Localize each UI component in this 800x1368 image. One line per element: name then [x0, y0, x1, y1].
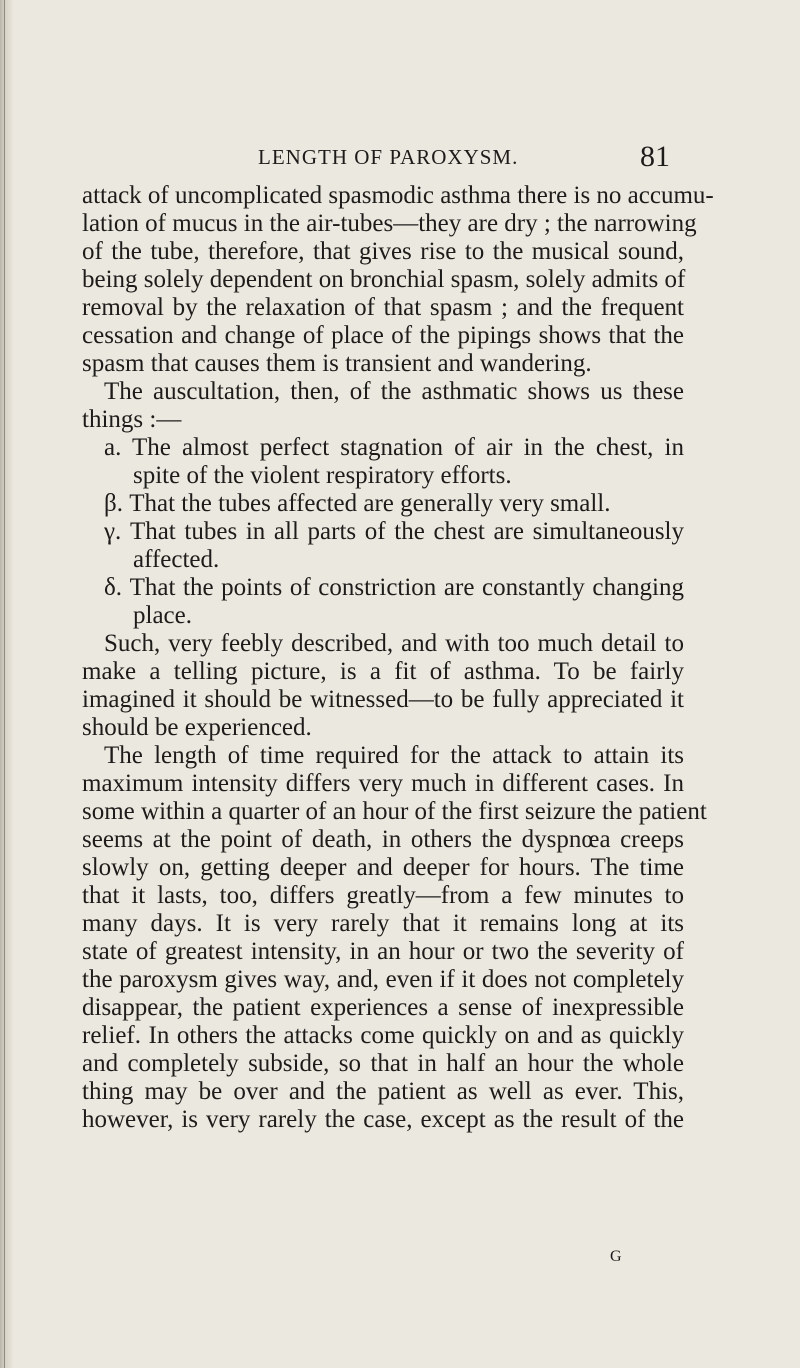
- page-number: 81: [640, 140, 670, 173]
- text-line: spasm that causes them is transient and wandering.: [82, 350, 592, 377]
- running-head: LENGTH OF PAROXYSM.: [258, 145, 519, 169]
- binding-edge: [4, 0, 5, 1368]
- list-item-delta: δ. That the points of constriction are constantly changing: [104, 574, 684, 601]
- text-line: slowly on, getting deeper and deeper for hours. The time: [82, 854, 684, 881]
- text-line: cessation and change of place of the pipings shows that the: [82, 322, 684, 349]
- text-line: seems at the point of death, in others the dyspnœa creeps: [82, 826, 684, 853]
- text-line: attack of uncomplicated spasmodic asthma there is no accumu-: [82, 182, 714, 209]
- page-gutter-shadow: [0, 0, 14, 1368]
- text-line: and completely subside, so that in half an hour the whole: [82, 1050, 684, 1077]
- text-line: the paroxysm gives way, and, even if it does not completely: [82, 966, 684, 993]
- text-line: affected.: [133, 546, 220, 573]
- text-line: some within a quarter of an hour of the first seizure the patient: [82, 798, 707, 825]
- list-item-gamma: γ. That tubes in all parts of the chest are simultaneously: [104, 518, 684, 545]
- text-line: state of greatest intensity, in an hour or two the severity of: [82, 938, 684, 965]
- text-line: The length of time required for the attack to attain its: [104, 742, 684, 769]
- text-line: The auscultation, then, of the asthmatic shows us these: [104, 378, 684, 405]
- signature-mark: G: [610, 1248, 622, 1265]
- text-line: imagined it should be witnessed—to be fully appreciated it: [82, 686, 684, 713]
- text-line: removal by the relaxation of that spasm ; and the frequent: [82, 294, 684, 321]
- text-line: many days. It is very rarely that it remains long at its: [82, 910, 684, 937]
- text-line: things :—: [82, 406, 182, 433]
- text-line: lation of mucus in the air-tubes—they are dry ; the narrowing: [82, 210, 697, 237]
- list-item-alpha: a. The almost perfect stagnation of air in the chest, in: [104, 434, 684, 461]
- text-line: Such, very feebly described, and with too much detail to: [104, 630, 684, 657]
- text-line: relief. In others the attacks come quickly on and as quickly: [82, 1022, 684, 1049]
- text-line: disappear, the patient experiences a sense of inexpressible: [82, 994, 684, 1021]
- text-line: should be experienced.: [82, 714, 312, 741]
- text-line: maximum intensity differs very much in different cases. In: [82, 770, 684, 797]
- text-line: place.: [133, 602, 192, 629]
- text-line: make a telling picture, is a fit of asthma. To be fairly: [82, 658, 684, 685]
- text-line: of the tube, therefore, that gives rise to the musical sound,: [82, 238, 684, 265]
- text-line: however, is very rarely the case, except as the result of the: [82, 1106, 684, 1133]
- text-line: thing may be over and the patient as well as ever. This,: [82, 1078, 684, 1105]
- list-item-beta: β. That the tubes affected are generally very small.: [104, 490, 611, 517]
- text-line: being solely dependent on bronchial spasm, solely admits of: [82, 266, 686, 293]
- text-line: spite of the violent respiratory efforts.: [133, 462, 512, 489]
- text-line: that it lasts, too, differs greatly—from a few minutes to: [82, 882, 684, 909]
- page-header: [0, 140, 800, 180]
